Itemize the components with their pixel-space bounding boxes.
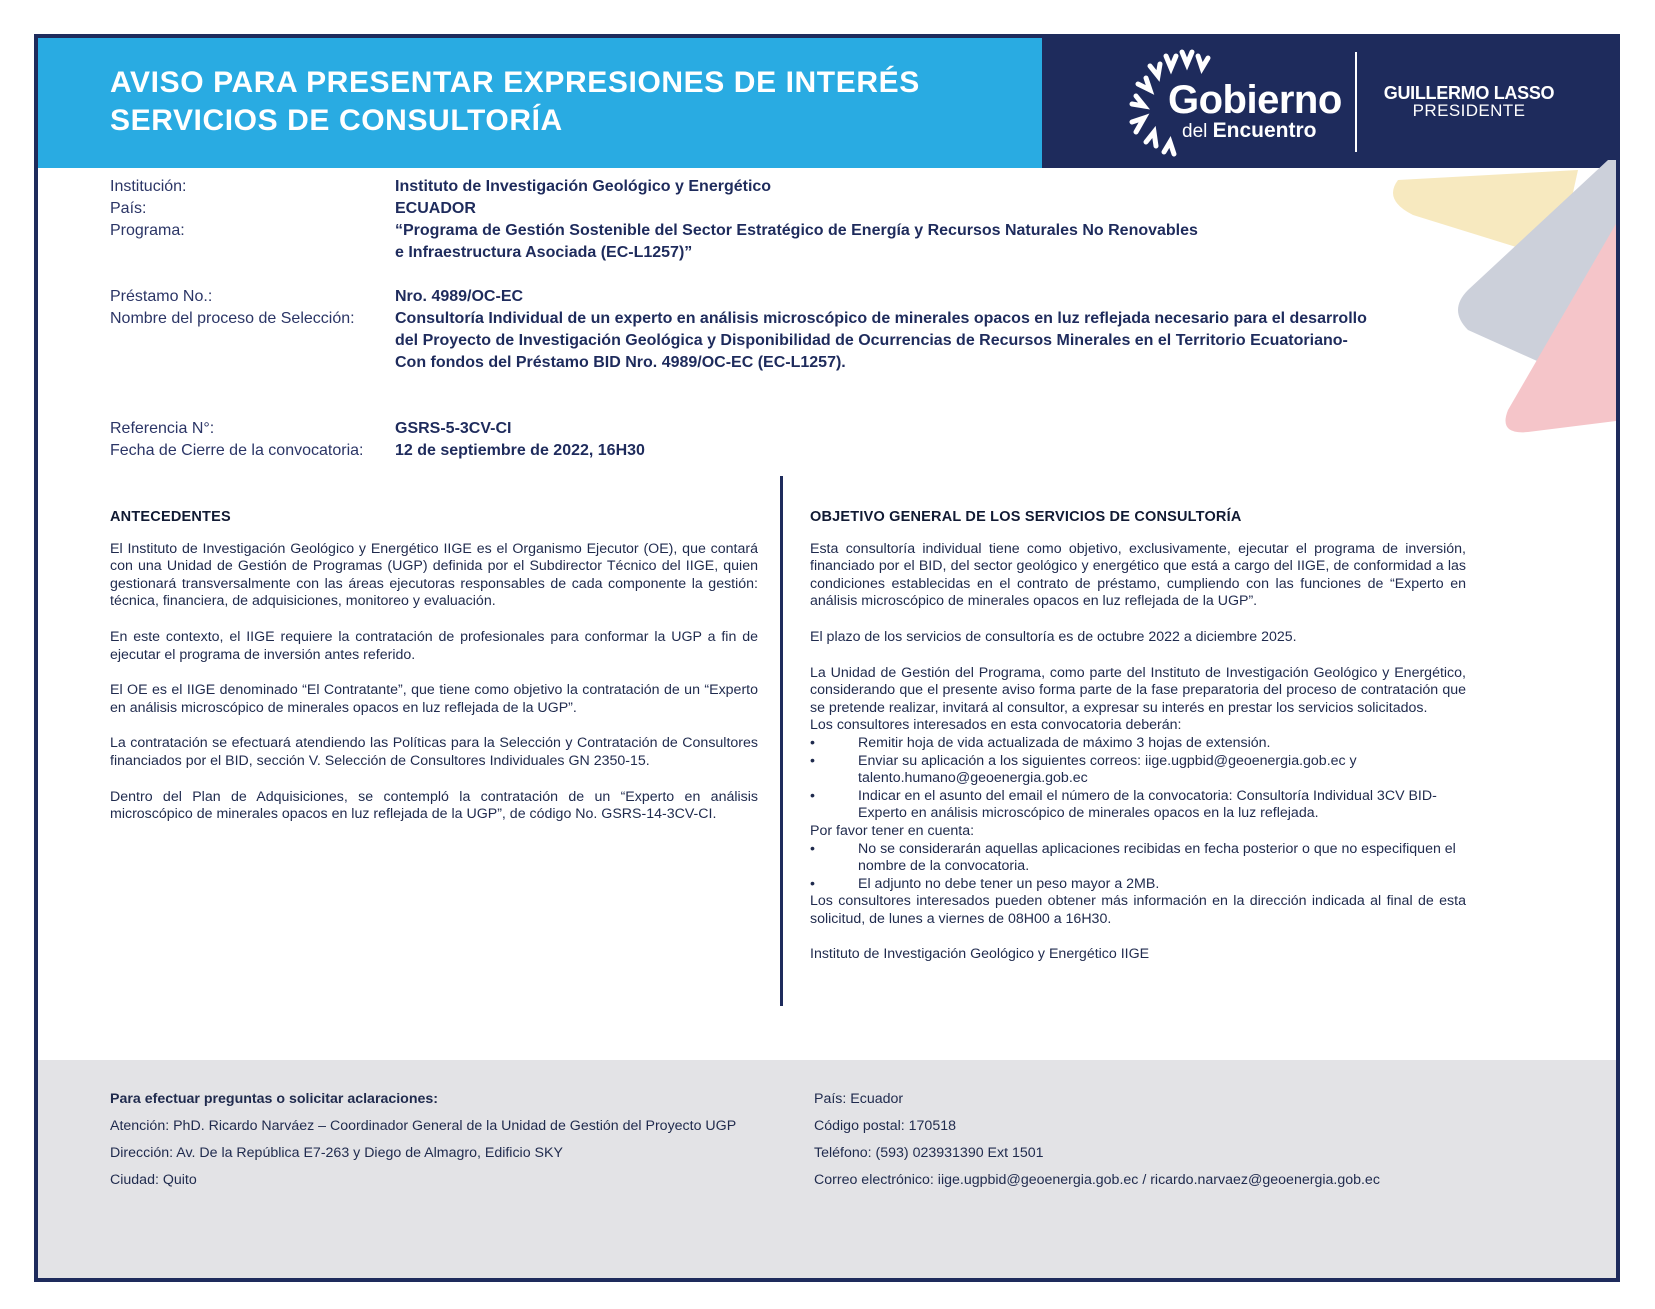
footer-codigo: Código postal: 170518 (814, 1118, 956, 1134)
label-institucion: Institución: (110, 178, 187, 195)
header-divider (1355, 52, 1357, 152)
antecedentes-paragraph-2: En este contexto, el IIGE requiere la contratación de profesionales para conformar la UGP a fin de ejecutar el programa de inversión antes referido. (110, 628, 758, 663)
objetivo-section (810, 503, 1466, 982)
contact-footer (38, 1060, 1620, 1282)
bullet-icon: • (810, 752, 815, 769)
requirement-item-2: Enviar su aplicación a los siguientes correos: iige.ugpbid@geoenergia.gob.ec y talento.humano@geoenergia.gob.ec (858, 752, 1357, 787)
value-prestamo: Nro. 4989/OC-EC (395, 288, 524, 305)
label-proceso: Nombre del proceso de Selección: (110, 310, 355, 327)
objetivo-paragraph-2: El plazo de los servicios de consultoría es de octubre 2022 a diciembre 2025. (810, 628, 1297, 645)
objetivo-paragraph-6: Los consultores interesados pueden obtener más información en la dirección indicada al final de esta solicitud, de lunes a viernes de 08H00 a 16H30. (810, 893, 1466, 927)
footer-right (814, 1086, 1534, 1194)
antecedentes-paragraph-3: El OE es el IIGE denominado “El Contratante”, que tiene como objetivo la contratación de un “Experto en análisis microscópico de minerales opacos en luz reflejada de la UGP”. (110, 682, 758, 716)
bullet-icon: • (810, 840, 815, 857)
logo-del-text: del (1182, 121, 1208, 142)
title-line-1: AVISO PARA PRESENTAR EXPRESIONES DE INTERÉS (110, 66, 920, 99)
value-programa (395, 220, 1455, 264)
bullet-icon: • (810, 875, 815, 892)
label-prestamo: Préstamo No.: (110, 288, 213, 305)
info-row-proceso (110, 308, 1455, 374)
list-item (810, 876, 1466, 894)
label-referencia: Referencia N°: (110, 420, 215, 437)
note-item-2: El adjunto no debe tener un peso mayor a 2MB. (858, 875, 1160, 892)
list-item (810, 788, 1466, 823)
government-banner (1042, 38, 1620, 168)
objetivo-paragraph-5: Por favor tener en cuenta: (810, 822, 975, 839)
value-proceso-line-3: Con fondos del Préstamo BID Nro. 4989/OC-EC (EC-L1257). (395, 354, 846, 371)
footer-heading: Para efectuar preguntas o solicitar aclaraciones: (110, 1091, 439, 1107)
antecedentes-paragraph-4: La contratación se efectuará atendiendo las Políticas para la Selección y Contratación de Consultores financiados por el BID, sección V. Selección de Consultores Individuales GN 2350-15. (110, 735, 758, 769)
footer-atencion: Atención: PhD. Ricardo Narváez – Coordinador General de la Unidad de Gestión del Proyecto UGP (110, 1118, 737, 1134)
value-proceso-line-2: del Proyecto de Investigación Geológica y Disponibilidad de Ocurrencias de Recursos Minerales en el Territorio Ecuatoriano- (395, 332, 1348, 349)
requirement-item-3: Indicar en el asunto del email el número de la convocatoria: Consultoría Individual 3CV BID- Experto en análisis microscópico de minerales opacos en la luz reflejada. (858, 787, 1437, 822)
value-proceso-line-1: Consultoría Individual de un experto en análisis microscópico de minerales opacos en luz reflejada necesario para el desarrollo (395, 310, 1367, 327)
requirement-item-1: Remitir hoja de vida actualizada de máximo 3 hojas de extensión. (858, 734, 1271, 751)
note-item-1: No se considerarán aquellas aplicaciones recibidas en fecha posterior o que no especifiquen el nombre de la convocatoria. (858, 840, 1456, 875)
label-cierre: Fecha de Cierre de la convocatoria: (110, 442, 364, 459)
logo-encuentro-text: Encuentro (1212, 119, 1317, 142)
footer-direccion: Dirección: Av. De la República E7-263 y Diego de Almagro, Edificio SKY (110, 1145, 563, 1161)
label-pais: País: (110, 200, 147, 217)
value-proceso (395, 308, 1455, 374)
value-programa-line-1: “Programa de Gestión Sostenible del Sector Estratégico de Energía y Recursos Naturales No Renovables (395, 222, 1198, 239)
footer-correo: Correo electrónico: iige.ugpbid@geoenergia.gob.ec / ricardo.narvaez@geoenergia.gob.ec (814, 1172, 1380, 1188)
antecedentes-paragraph-1: El Instituto de Investigación Geológico y Energético IIGE es el Organismo Ejecutor (OE), que contará con una Unidad de Gestión de Programas (UGP) definida por el Subdirector Técnico del IIGE, quien gestionará transversalmente con las áreas ejecutoras responsables de cada componente la gestión: técnica, financiera, de adquisiciones, monitoreo y evaluación. (110, 540, 758, 610)
value-programa-line-2: e Infraestructura Asociada (EC-L1257)” (395, 244, 693, 261)
info-row-institucion (110, 176, 1455, 198)
footer-ciudad: Ciudad: Quito (110, 1172, 197, 1188)
value-cierre: 12 de septiembre de 2022, 16H30 (395, 442, 645, 459)
notice-frame (34, 34, 1620, 1282)
president-block (1376, 84, 1562, 120)
list-item (810, 841, 1466, 876)
antecedentes-section (110, 503, 758, 842)
list-item (810, 753, 1466, 788)
antecedentes-paragraph-5: Dentro del Plan de Adquisiciones, se contempló la contratación de un “Experto en análisis microscópico de minerales opacos en luz reflejada de la UGP”, de código No. GSRS-14-3CV-CI. (110, 788, 758, 823)
objetivo-paragraph-4: Los consultores interesados en esta convocatoria deberán: (810, 717, 1182, 734)
president-name: GUILLERMO LASSO (1383, 83, 1555, 103)
objetivo-paragraph-3: La Unidad de Gestión del Programa, como parte del Instituto de Investigación Geológico y Energético, considerando que el presente aviso forma parte de la fase preparatoria del proceso de contratación que se pretende realizar, invitará al consultor, a expresar su interés en prestar los servicios solicitados. (810, 664, 1466, 716)
title-line-2: SERVICIOS DE CONSULTORÍA (110, 104, 563, 137)
president-title: PRESIDENTE (1412, 101, 1526, 120)
logo-gobierno-text: Gobierno (1168, 78, 1342, 122)
footer-left (110, 1086, 810, 1194)
column-divider (780, 476, 783, 1006)
objetivo-paragraph-1: Esta consultoría individual tiene como objetivo, exclusivamente, ejecutar el programa de inversión, financiado por el BID, del sector geológico y energético que está a cargo del IIGE, de conformidad a las condiciones establecidas en el contrato de préstamo, cumpliendo con las funciones de “Experto en análisis microscópico de minerales opacos en luz reflejada de la UGP”. (810, 540, 1466, 610)
info-row-pais (110, 198, 1455, 220)
logo-del-encuentro (1182, 120, 1342, 143)
title-banner (38, 38, 1042, 168)
bullet-icon: • (810, 734, 815, 751)
label-programa: Programa: (110, 222, 185, 239)
info-row-cierre (110, 440, 1455, 462)
value-institucion: Instituto de Investigación Geológico y Energético (395, 178, 772, 195)
info-row-referencia (110, 418, 1455, 440)
value-referencia: GSRS-5-3CV-CI (395, 420, 512, 437)
bullet-icon: • (810, 787, 815, 804)
info-row-programa (110, 220, 1455, 264)
info-block (110, 176, 1455, 462)
antecedentes-heading: ANTECEDENTES (110, 509, 231, 525)
objetivo-paragraph-7: Instituto de Investigación Geológico y Energético IIGE (810, 946, 1150, 963)
info-row-prestamo (110, 286, 1455, 308)
objetivo-heading: OBJETIVO GENERAL DE LOS SERVICIOS DE CONSULTORÍA (810, 509, 1242, 525)
gobierno-logo (1168, 80, 1342, 143)
footer-pais: País: Ecuador (814, 1091, 904, 1107)
footer-telefono: Teléfono: (593) 023931390 Ext 1501 (814, 1145, 1044, 1161)
list-item (810, 735, 1466, 753)
value-pais: ECUADOR (395, 200, 476, 217)
